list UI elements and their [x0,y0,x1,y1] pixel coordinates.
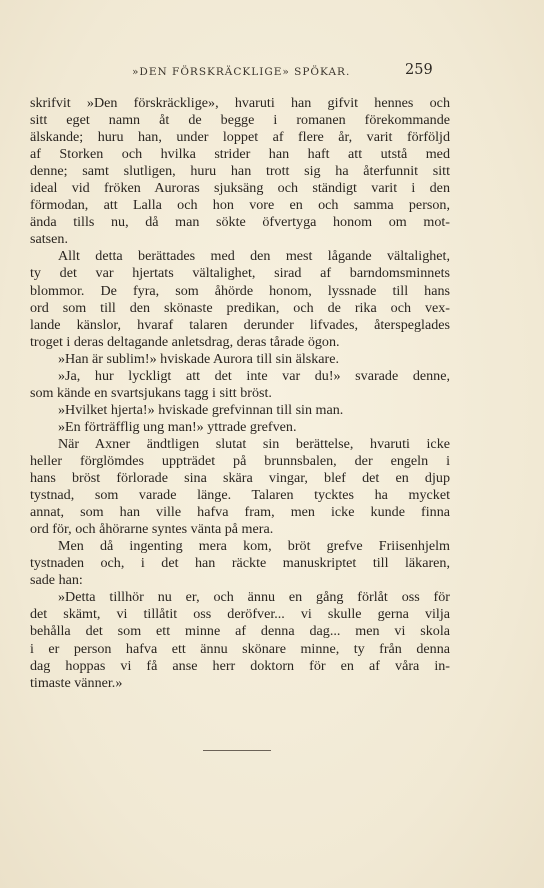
page-number: 259 [405,62,433,78]
text-line: timaste vänner.» [30,674,123,691]
text-line: Allt detta berättades med den mest lågande vältalighet, [58,248,450,265]
text-line: satsen. [30,231,68,248]
text-line: i er person hafva ett ännu skönare minne, ty från denna [30,640,450,657]
text-line: denne; samt slutligen, huru han trott sig ha återfunnit sitt [30,163,450,180]
text-line: älskande; huru han, under loppet af flere år, varit förföljd [30,129,450,146]
text-line: tystnaden och, i det han räckte manuskriptet till läkaren, [30,555,450,572]
text-line: ända tills nu, då man sökte öfvertyga honom om mot- [30,214,450,231]
text-line: tystnad, som varade länge. Talaren tycktes ha mycket [30,487,450,504]
text-line: blommor. De fyra, som åhörde honom, lyssnade till hans [30,282,450,299]
text-line: hans bröst förlorade sina skära vingar, blef det en djup [30,470,450,487]
text-line: troget i deras deltagande anletsdrag, deras tårade ögon. [30,333,340,350]
text-line: När Axner ändtligen slutat sin berättelse, hvaruti icke [58,435,450,452]
text-line: »Ja, hur lyckligt att det inte var du!» svarade denne, [58,367,450,384]
text-line: dag hoppas vi få anse herr doktorn för en af våra in- [30,657,450,674]
text-line: »En förträfflig ung man!» yttrade grefven. [58,418,297,435]
text-line: Men då ingenting mera kom, bröt grefve Friisenhjelm [58,538,450,555]
text-line: behålla det som ett minne af denna dag... men vi skola [30,623,450,640]
end-rule [203,750,271,751]
text-line: sade han: [30,572,83,589]
text-line: »Detta tillhör nu er, och ännu en gång förlåt oss för [58,589,450,606]
text-line: annat, som han ville hafva fram, men icke kunde finna [30,504,450,521]
text-line: sitt eget namn åt de begge i romanen förekommande [30,112,450,129]
text-line: det skämt, vi tillåtit oss deröfver... vi skulle gerna vilja [30,606,450,623]
text-line: ord som till den skönaste predikan, och de rika och vex- [30,299,450,316]
text-line: skrifvit »Den förskräcklige», hvaruti han gifvit hennes och [30,95,450,111]
text-line: som kände en svartsjukans tagg i sitt bröst. [30,384,272,401]
text-line: ty det var hjertats vältalighet, sirad af barndomsminnets [30,265,450,282]
text-line: »Hvilket hjerta!» hviskade grefvinnan till sin man. [58,401,344,418]
text-line: lande känslor, hvaraf talaren derunder lifvades, återspeglades [30,316,450,333]
text-line: förmodan, att Lalla och hon vore en och samma person, [30,197,450,214]
text-line: ideal vid fröken Auroras sjuksäng och ständigt varit i den [30,180,450,197]
body-text [30,95,450,692]
text-line: heller förglömdes uppträdet på brunnsbalen, der engeln i [30,452,450,469]
text-line: »Han är sublim!» hviskade Aurora till sin älskare. [58,350,340,367]
text-line: af Storken och hvilka strider han haft att utstå med [30,146,450,163]
text-line: ord för, och åhörarne syntes vänta på mera. [30,521,274,538]
running-title: »DEN FÖRSKRÄCKLIGE» SPÖKAR. [132,66,351,78]
